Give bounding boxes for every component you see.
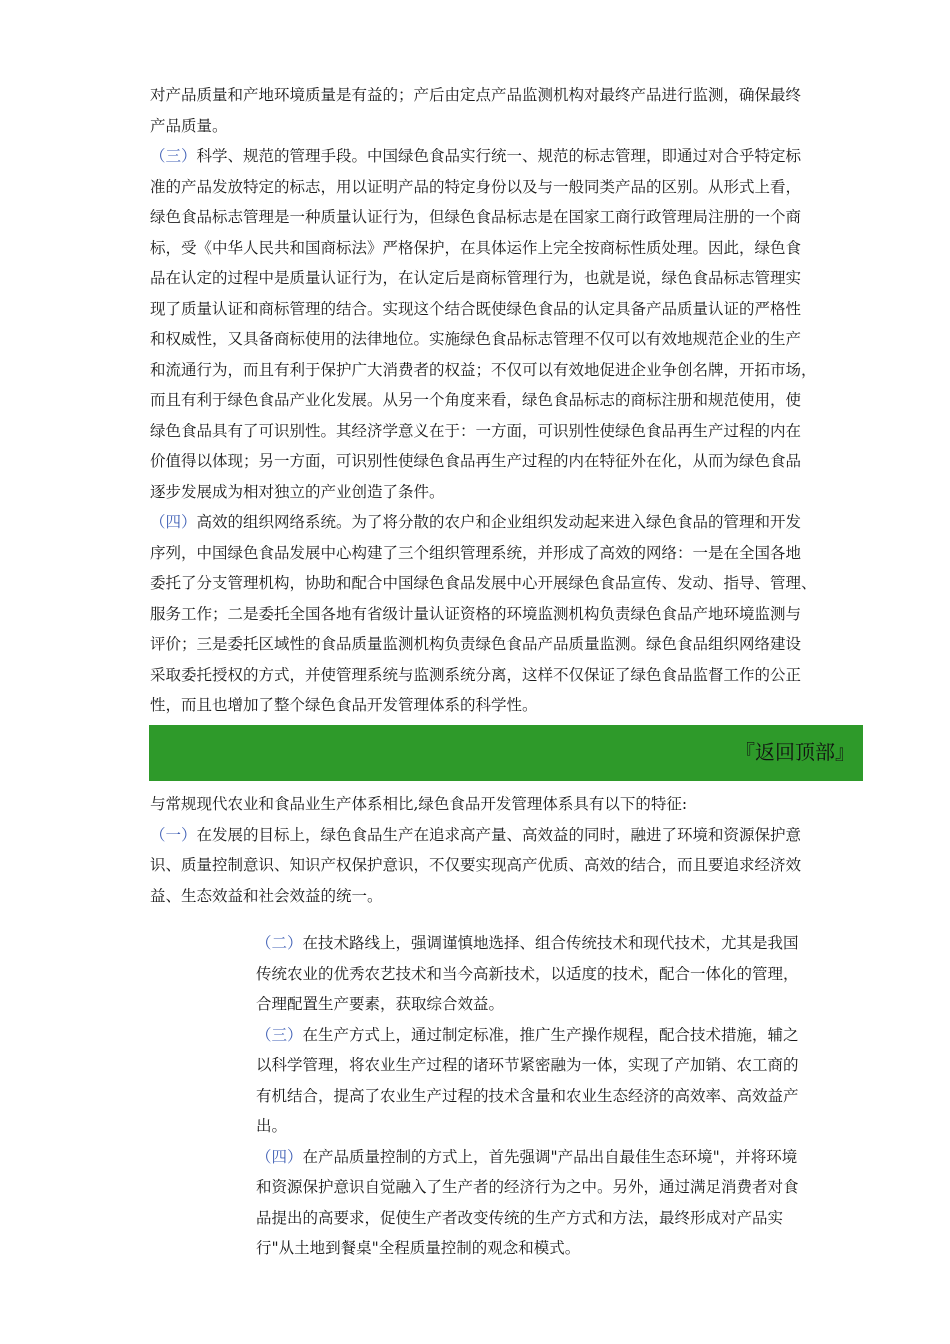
text-line: 出。 (256, 1117, 288, 1135)
text-line: 合理配置生产要素，获取综合效益。 (256, 995, 505, 1013)
text-line: 绿色食品标志管理是一种质量认证行为，但绿色食品标志是在国家工商行政管理局注册的一个商 (150, 208, 802, 226)
text-line: 服务工作；二是委托全国各地有省级计量认证资格的环境监测机构负责绿色食品产地环境监测与 (150, 604, 802, 623)
text-line: 以科学管理，将农业生产过程的诸环节紧密融为一体，实现了产加销、农工商的 (256, 1056, 799, 1074)
list-marker-1: （一） (150, 825, 197, 844)
paragraph-heading-3 (256, 1020, 856, 1051)
text-line: 准的产品发放特定的标志，用以证明产品的特定身份以及与一般同类产品的区别。从形式上看， (150, 177, 802, 196)
list-marker-3: （三） (256, 1025, 303, 1044)
text-line: 产品质量。 (150, 116, 228, 135)
text-line: 在生产方式上，通过制定标准，推广生产操作规程，配合技术措施，辅之 (302, 1025, 799, 1044)
text-line: 采取委托授权的方式，并使管理系统与监测系统分离，这样不仅保证了绿色食品监督工作的公正 (150, 665, 802, 684)
list-marker-4: （四） (150, 513, 197, 531)
text-line: 现了质量认证和商标管理的结合。实现这个结合既使绿色食品的认定具备产品质量认证的严格性 (150, 299, 802, 318)
text-line: 绿色食品具有了可识别性。其经济学意义在于：一方面，可识别性使绿色食品再生产过程的内在 (150, 421, 802, 440)
list-marker-3: （三） (150, 147, 197, 165)
paragraph-heading-4 (150, 507, 870, 538)
text-line: 性，而且也增加了整个绿色食品开发管理体系的科学性。 (150, 696, 538, 714)
text-line: 在技术路线上，强调谨慎地选择、组合传统技术和现代技术，尤其是我国 (302, 934, 799, 952)
section-middle-text (150, 789, 870, 911)
back-to-top-link[interactable]: 『返回顶部』 (735, 740, 855, 764)
text-line: 和权威性，又具备商标使用的法律地位。实施绿色食品标志管理不仅可以有效地规范企业的生产 (150, 330, 802, 348)
text-line: 对产品质量和产地环境质量是有益的；产后由定点产品监测机构对最终产品进行监测，确保最终 (150, 86, 802, 104)
text-line: 高效的组织网络系统。为了将分散的农户和企业组织发动起来进入绿色食品的管理和开发 (196, 513, 802, 531)
section-top-text (150, 80, 870, 721)
text-line: 和资源保护意识自觉融入了生产者的经济行为之中。另外，通过满足消费者对食 (256, 1178, 799, 1196)
text-line: 科学、规范的管理手段。中国绿色食品实行统一、规范的标志管理，即通过对合乎特定标 (196, 147, 802, 165)
text-line: 与常规现代农业和食品业生产体系相比,绿色食品开发管理体系具有以下的特征: (150, 795, 688, 813)
paragraph-heading-1 (150, 820, 870, 851)
paragraph-heading-3 (150, 141, 870, 172)
text-line: 逐步发展成为相对独立的产业创造了条件。 (150, 482, 445, 501)
text-line: 在产品质量控制的方式上，首先强调"产品出自最佳生态环境"，并将环境 (302, 1147, 798, 1166)
list-marker-2: （二） (256, 934, 303, 952)
text-line: 评价；三是委托区域性的食品质量监测机构负责绿色食品产品质量监测。绿色食品组织网络建设 (150, 635, 802, 653)
text-line: 益、生态效益和社会效益的统一。 (150, 886, 383, 905)
text-line: 品在认定的过程中是质量认证行为，在认定后是商标管理行为，也就是说，绿色食品标志管理实 (150, 269, 802, 287)
text-line: 序列，中国绿色食品发展中心构建了三个组织管理系统，并形成了高效的网络：一是在全国各地 (150, 543, 802, 562)
text-line: 而且有利于绿色食品产业化发展。从另一个角度来看，绿色食品标志的商标注册和规范使用，使 (150, 391, 802, 409)
text-line: 在发展的目标上，绿色食品生产在追求高产量、高效益的同时，融进了环境和资源保护意 (196, 825, 802, 844)
text-line: 传统农业的优秀农艺技术和当今高新技术，以适度的技术，配合一体化的管理， (256, 964, 799, 983)
text-line: 标，受《中华人民共和国商标法》严格保护，在具体运作上完全按商标性质处理。因此，绿色食 (150, 238, 802, 257)
text-line: 识、质量控制意识、知识产权保护意识，不仅要实现高产优质、高效的结合，而且要追求经济效 (150, 856, 802, 874)
text-line: 和流通行为，而且有利于保护广大消费者的权益；不仅可以有效地促进企业争创名牌，开拓市场， (150, 360, 817, 379)
text-line: 价值得以体现；另一方面，可识别性使绿色食品再生产过程的内在特征外在化，从而为绿色食品 (150, 452, 802, 470)
list-marker-4: （四） (256, 1147, 303, 1166)
text-line: 品提出的高要求，促使生产者改变传统的生产方式和方法，最终形成对产品实 (256, 1208, 784, 1227)
text-line: 委托了分支管理机构，协助和配合中国绿色食品发展中心开展绿色食品宣传、发动、指导、管理、 (150, 574, 817, 592)
text-line: 行"从土地到餐桌"全程质量控制的观念和模式。 (256, 1239, 581, 1257)
section-bottom-text (256, 928, 856, 1264)
text-line: 有机结合，提高了农业生产过程的技术含量和农业生态经济的高效率、高效益产 (256, 1086, 799, 1105)
back-to-top-banner (149, 725, 863, 781)
paragraph-heading-4 (256, 1142, 856, 1173)
paragraph-heading-2 (256, 928, 856, 959)
